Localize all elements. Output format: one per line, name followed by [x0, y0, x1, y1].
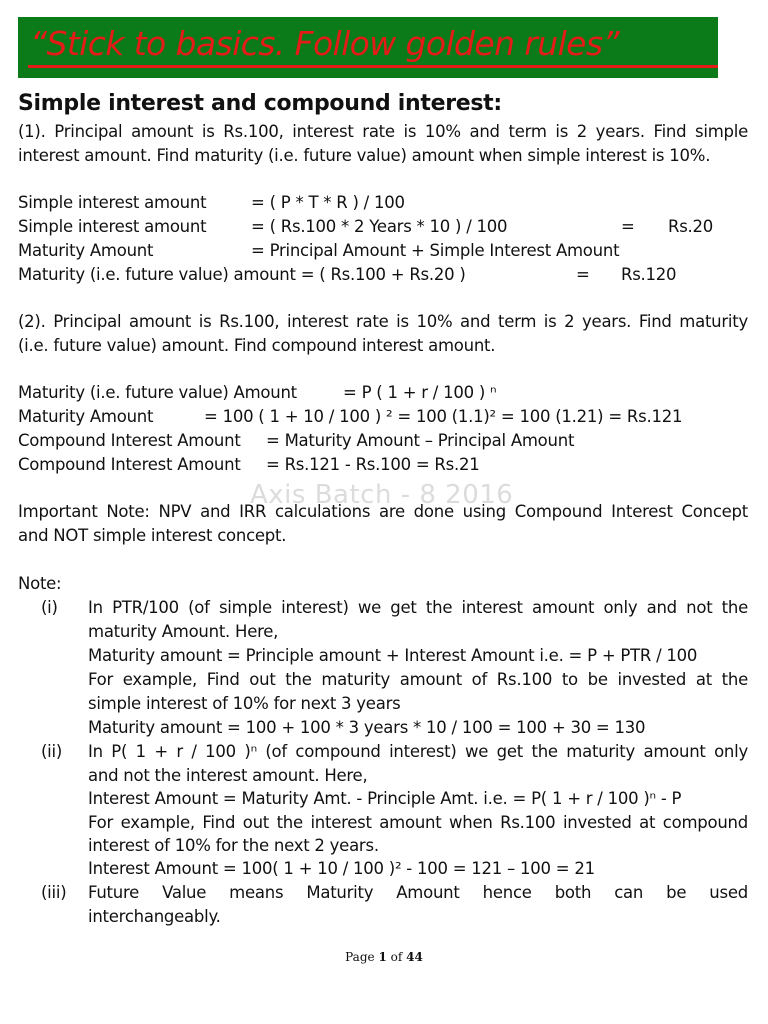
title-banner — [18, 17, 718, 78]
si-row-2-equals: = — [621, 217, 635, 236]
banner-quote: “Stick to basics. Follow golden rules” — [30, 24, 619, 63]
note-iii-line-2: interchangeably. — [88, 907, 221, 926]
ci-row-2-label: Maturity Amount — [18, 407, 154, 426]
q2-line-2: (i.e. future value) amount. Find compound interest amount. — [18, 336, 496, 355]
si-row-3-equation: = Principal Amount + Simple Interest Amount — [251, 241, 620, 260]
si-row-3-label: Maturity Amount — [18, 241, 154, 260]
important-note-line-2: and NOT simple interest concept. — [18, 526, 287, 545]
ci-row-1-label: Maturity (i.e. future value) Amount — [18, 383, 297, 402]
note-ii-line-5: interest of 10% for the next 2 years. — [88, 836, 379, 855]
ci-row-1-equation: = P ( 1 + r / 100 ) ⁿ — [343, 383, 497, 402]
si-row-4-equals: = — [576, 265, 590, 284]
note-i-line-6: Maturity amount = 100 + 100 * 3 years * 10 / 100 = 100 + 30 = 130 — [88, 718, 646, 737]
si-row-1-equation: = ( P * T * R ) / 100 — [251, 193, 405, 212]
watermark: Axis Batch - 8 2016 — [250, 480, 514, 510]
note-i-line-3: Maturity amount = Principle amount + Interest Amount i.e. = P + PTR / 100 — [88, 646, 698, 665]
ci-row-4-equation: = Rs.121 - Rs.100 = Rs.21 — [266, 455, 480, 474]
note-i-line-5: simple interest of 10% for next 3 years — [88, 694, 401, 713]
q1-line-1: (1). Principal amount is Rs.100, interest rate is 10% and term is 2 years. Find simple — [18, 122, 748, 141]
ci-row-2-equation: = 100 ( 1 + 10 / 100 ) ² = 100 (1.1)² = 100 (1.21) = Rs.121 — [204, 407, 683, 426]
ci-row-3-label: Compound Interest Amount — [18, 431, 241, 450]
page-footer — [0, 950, 768, 964]
si-row-4-result: Rs.120 — [621, 265, 677, 284]
si-row-2-equation: = ( Rs.100 * 2 Years * 10 ) / 100 — [251, 217, 508, 236]
note-ii-line-2: and not the interest amount. Here, — [88, 766, 368, 785]
note-ii-marker: (ii) — [41, 742, 63, 761]
note-iii-line-1: Future Value means Maturity Amount hence both can be used — [88, 883, 748, 902]
note-iii-marker: (iii) — [41, 883, 67, 902]
note-ii-line-6: Interest Amount = 100( 1 + 10 / 100 )² - 100 = 121 – 100 = 21 — [88, 859, 595, 878]
note-i-marker: (i) — [41, 598, 58, 617]
note-ii-line-4: For example, Find out the interest amount when Rs.100 invested at compound — [88, 813, 748, 832]
note-i-line-2: maturity Amount. Here, — [88, 622, 279, 641]
note-i-line-4: For example, Find out the maturity amount of Rs.100 to be invested at the — [88, 670, 748, 689]
si-row-2-label: Simple interest amount — [18, 217, 207, 236]
q2-line-1: (2). Principal amount is Rs.100, interest rate is 10% and term is 2 years. Find maturity — [18, 312, 748, 331]
section-heading: Simple interest and compound interest: — [18, 91, 502, 116]
note-ii-line-1: In P( 1 + r / 100 )ⁿ (of compound interest) we get the maturity amount only — [88, 742, 748, 761]
note-label: Note: — [18, 574, 62, 593]
banner-underline — [28, 65, 718, 68]
footer-page-total: 44 — [406, 950, 423, 964]
footer-of-word: of — [390, 950, 403, 964]
si-row-2-result: Rs.20 — [668, 217, 714, 236]
si-row-4-label: Maturity (i.e. future value) amount = ( Rs.100 + Rs.20 ) — [18, 265, 466, 284]
ci-row-4-label: Compound Interest Amount — [18, 455, 241, 474]
note-ii-line-3: Interest Amount = Maturity Amt. - Principle Amt. i.e. = P( 1 + r / 100 )ⁿ - P — [88, 789, 682, 808]
important-note-line-1: Important Note: NPV and IRR calculations are done using Compound Interest Concept — [18, 502, 748, 521]
si-row-1-label: Simple interest amount — [18, 193, 207, 212]
footer-page-word: Page — [345, 950, 375, 964]
footer-page-number: 1 — [378, 950, 387, 964]
note-i-line-1: In PTR/100 (of simple interest) we get the interest amount only and not the — [88, 598, 748, 617]
ci-row-3-equation: = Maturity Amount – Principal Amount — [266, 431, 575, 450]
q1-line-2: interest amount. Find maturity (i.e. future value) amount when simple interest is 10%. — [18, 146, 711, 165]
